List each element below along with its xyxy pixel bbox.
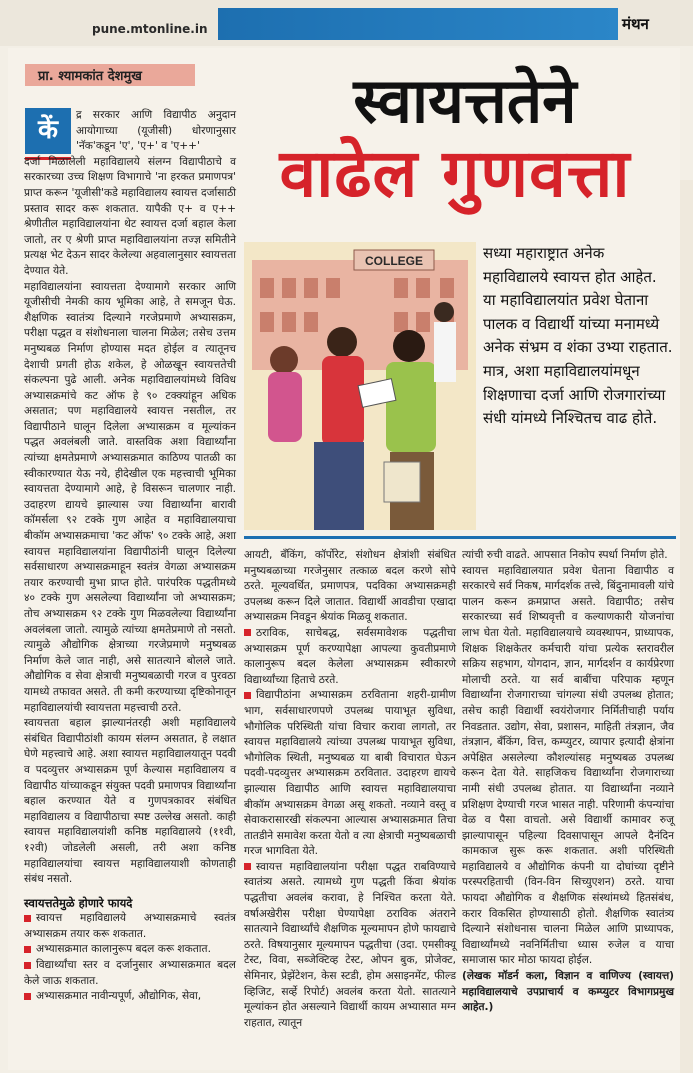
article-column-1	[24, 108, 236, 1005]
bullet-icon	[244, 863, 251, 870]
benefit-item	[24, 958, 236, 989]
college-students-illustration	[244, 242, 476, 530]
benefits-heading: स्वायत्ततेमुळे होणारे फायदे	[24, 895, 133, 910]
bullet-icon	[24, 962, 31, 969]
paragraph-text: ठराविक, साचेबद्ध, सर्वसमावेशक पद्धतीचा अभ्यासक्रम पूर्ण करण्यापेक्षा आपल्या कुवतीप्रमाणे कालानुरूप बदल केलेला अभ्यासक्रम स्वीकारणे विद्यार्थ्यांच्या हिताचे ठरते.	[244, 626, 456, 686]
article-column-3	[462, 548, 674, 1016]
bullet-icon	[244, 629, 251, 636]
bullet-icon	[24, 915, 31, 922]
paragraph: आयटी, बँकिंग, कॉर्पोरेट, संशोधन क्षेत्रांशी संबंधित मनुष्यबळाच्या गरजेनुसार तत्काळ बदल करणे सोपे ठरते. मूल्यवर्धित, प्रमाणपत्र, पदविका अभ्यासक्रमही उपलब्ध करून दिले जातात. विद्यार्थी आवडीचा एखादा अभ्यासक्रम निवडून श्रेयांक मिळवू शकतात.	[244, 549, 456, 624]
benefit-text: विद्यार्थ्यांचा स्तर व दर्जानुसार अभ्यासक्रमात बदल केले जाऊ शकतात.	[24, 959, 236, 987]
author-note: (लेखक मॉडर्न कला, विज्ञान व वाणिज्य (स्वायत्त) महाविद्यालयाचे उपप्राचार्य व कम्प्युटर विभागप्रमुख आहेत.)	[462, 970, 674, 1014]
paragraph: महाविद्यालयांना स्वायत्तता देण्यामागे सरकार आणि यूजीसीची नेमकी काय भूमिका आहे, ते समजून घेऊ. शैक्षणिक स्वातंत्र्य दिल्याने गरजेप्रमाणे अभ्यासक्रम, परीक्षा पद्धत व संशोधनाला चालना मिळेल; तसेच उत्तम मनुष्यबळ निर्माण होण्यास मदत होईल व त्यातूनच देशाची प्रगती होऊ शकेल, हे ओळखून स्वायत्ततेची संकल्पना पुढे आली. अनेक महाविद्यालयांमध्ये विविध अभ्यासक्रमांचे कट ऑफ हे ९० टक्क्यांहून अधिक असतात; पण महाविद्यालये स्वायत्त नसतील, तर विद्यापीठाने घालून दिलेला अभ्यासक्रम व मूल्यांकन पद्धत अवलंबली जाते. वास्तविक अशा विद्यार्थ्यांना त्यांच्या क्षमतेप्रमाणे अभ्यासक्रमात काठिण्य पातळी का स्वीकारण्यात येऊ नये, हीदेखील एक महत्त्वाची भूमिका स्वायत्तता देण्यामागे आहे, हे विसरून चालणार नाही. उदाहरण द्यायचे झाल्यास ज्या विद्यार्थ्यांना बारावी कॉमर्सला ९२ टक्के गुण आहेत व महाविद्यालयाचा बीकॉम अभ्यासक्रमाचा 'कट ऑफ' ९० टक्के आहे, अशा स्वायत्त महाविद्यालयांना विद्यापीठांनी घालून दिलेल्या सर्वसाधारण अभ्यासक्रमाहून स्वतंत्र वेगळा अभ्यासक्रम तयार करण्याची मुभा प्राप्त होते. पारंपरिक पद्धतीमध्ये ४० टक्के गुण असलेल्या विद्यार्थ्यांना जो अभ्यासक्रम; तोच अभ्यासक्रम ९२ टक्के गुण मिळवलेल्या विद्यार्थ्यांना अवलंबला जातो. त्यामुळे त्यांच्या क्षमतेप्रमाणे तो नसतो. त्यामुळे औद्योगिक क्षेत्राच्या गरजेप्रमाणे मनुष्यबळ निर्माण केले जात नाही, असे सातत्याने बोलले जाते. औद्योगिक व सेवा क्षेत्राची मनुष्यबळाची गरज व पुरवठा यामध्ये तफावत असते. ती कमी करण्याच्या दृष्टिकोनातून महाविद्यालयांची स्वायत्तता महत्त्वाची ठरते.	[24, 280, 236, 714]
benefit-text: स्वायत्त महाविद्यालये अभ्यासक्रमाचे स्वतंत्र अभ्यासक्रम तयार करू शकतात.	[24, 912, 236, 940]
page-header	[0, 0, 693, 46]
paragraph: स्वायत्त महाविद्यालयात प्रवेश घेताना विद्यापीठ व सरकारचे सर्व निकष, मार्गदर्शक तत्त्वे, बिंदुनामावली यांचे पालन करून क्रमप्राप्त असते. विद्यापीठ; तसेच सरकारच्या सर्व शिष्यवृत्ती व कल्याणकारी योजनांचा लाभ घेता येतो. महाविद्यालयाचे व्यवस्थापन, प्राध्यापक, शिक्षक शिक्षकेतर कर्मचारी यांचा प्रत्येक स्तरावरील सक्रिय सहभाग, योगदान, ज्ञान, मार्गदर्शन व कार्यप्रेरणा मोलाची ठरते. या सर्व बाबींचा परिपाक म्हणून विद्यार्थ्यांना रोजगाराच्या चांगल्या संधी उपलब्ध होतात; तसेच काही विद्यार्थी स्वयंरोजगार निर्मितीचाही पर्याय निवडतात. उद्योग, सेवा, प्रशासन, माहिती तंत्रज्ञान, जैव तंत्रज्ञान, बँकिंग, वित्त, कम्प्युटर, व्यापार इत्यादी क्षेत्रांना अपेक्षित असलेल्या कौशल्यांसह मनुष्यबळ उपलब्ध करून देता येते. साहजिकच विद्यार्थ्यांना रोजगाराच्या नामी संधी उपलब्ध होतात. या विद्यार्थ्यांना नव्याने प्रशिक्षण देण्याची गरज भासत नाही. परिणामी कंपन्यांचा वेळ व पैसा वाचतो. असे विद्यार्थी कामावर रुजू झाल्यापासून पहिल्या दिवसापासून आपले दैनंदिन कामकाज सुरू करू शकतात. अशी परिस्थिती महाविद्यालये व औद्योगिक कंपनी या दोघांच्या दृष्टीने परस्परहिताची (विन-विन सिच्युएशन) ठरते. याचा फायदा औद्योगिक व शैक्षणिक संस्थांमध्ये हितसंबंध, करार विकसित होण्यासाठी होतो. शैक्षणिक स्वातंत्र्य दिल्याने संशोधनास चालना मिळेल आणि प्राध्यापक, विद्यार्थ्यांमध्ये नवनिर्मितीचा ध्यास रुजेल व याचा समाजास फार मोठा फायदा होईल.	[462, 564, 674, 967]
header-band	[218, 8, 618, 40]
byline: प्रा. श्यामकांत देशमुख	[38, 69, 142, 84]
lead-paragraph: द्र सरकार आणि विद्यापीठ अनुदान आयोगाच्या (यूजीसी) धोरणानुसार 'नॅक'कडून 'ए', 'ए+' व 'ए++'	[76, 109, 236, 153]
paragraph: त्यांची रुची वाढते. आपसात निकोप स्पर्धा निर्माण होते.	[462, 549, 668, 561]
article-column-2	[244, 548, 456, 1031]
bullet-icon	[24, 946, 31, 953]
separator-rule	[244, 536, 676, 539]
benefit-text: अभ्यासक्रमात नावीन्यपूर्ण, औद्योगिक, सेवा,	[36, 990, 202, 1003]
headline-line-2: वाढेल गुणवत्ता	[279, 134, 631, 212]
article-illustration	[244, 242, 476, 530]
adjacent-page-edge	[680, 180, 693, 1073]
bullet-paragraph	[244, 860, 456, 1032]
section-label: मंथन	[622, 15, 649, 33]
headline-line-1: स्वायत्ततेने	[353, 64, 577, 137]
paragraph-text: विद्यापीठांना अभ्यासक्रम ठरविताना शहरी-ग्रामीण भाग, सर्वसाधारणपणे उपलब्ध पायाभूत सुविधा, भौगोलिक परिस्थिती यांचा विचार करावा लागतो, तर स्वायत्त महाविद्यालये त्यांच्या उपलब्ध पायाभूत सुविधा, भौगोलिक स्थिती, मनुष्यबळ या बाबी विचारात घेऊन पदवी-पदव्युत्तर अभ्यासक्रम ठरवितात. उदाहरण द्यायचे झाल्यास विद्यापीठ आणि स्वायत्त महाविद्यालयाचा बीकॉम अभ्यासक्रम वेगळा असू शकतो. नव्याने वस्तू व सेवाकरासारखी संकल्पना आल्यास अभ्यासक्रमात तिचा तातडीने समावेश करता येतो व त्या क्षेत्राची मनुष्यबळाची गरज भागविता येते.	[244, 689, 456, 858]
pull-quote: सध्या महाराष्ट्रात अनेक महाविद्यालये स्वायत्त होत आहेत. या महाविद्यालयांत प्रवेश घेताना पालक व विद्यार्थी यांच्या मनामध्ये अनेक संभ्रम व शंका उभ्या राहतात. मात्र, अशा महाविद्यालयांमधून शिक्षणाचा दर्जा आणि रोजगारांच्या संधी यांमध्ये निश्चितच वाढ होते.	[483, 244, 673, 428]
paragraph: स्वायत्तता बहाल झाल्यानंतरही अशी महाविद्यालये संबंधित विद्यापीठांशी कायम संलग्न असतात, हे लक्षात घेणे महत्त्वाचे आहे. अशा स्वायत्त महाविद्यालयातून पदवी व पदव्युत्तर अभ्यासक्रम पूर्ण केल्यास महाविद्यालय व विद्यापीठ यांच्याकडून संयुक्त पदवी प्रमाणपत्र विद्यार्थ्यांना बहाल करण्यात येते व गुणपत्रकावर संबंधित महाविद्यालय व विद्यापीठाचा स्पष्ट उल्लेख असतो. काही स्वायत्त महाविद्यालयांशी कनिष्ठ महाविद्यालये (११वी, १२वी) जोडलेली असली, तरी अशा कनिष्ठ महाविद्यालयांचा स्वायत्त महाविद्यालयाशी कोणताही संबंध नसतो.	[24, 717, 236, 886]
benefit-item	[24, 989, 236, 1005]
paragraph-text: स्वायत्त महाविद्यालयांना परीक्षा पद्धत राबविण्याचे स्वातंत्र्य असते. त्यामध्ये गुण पद्धती किंवा श्रेयांक पद्धतीचा अवलंब करावा, हे निश्चित करता येते. वर्षाअखेरीस परीक्षा घेण्यापेक्षा ठराविक अंतराने सातत्याने विद्यार्थ्यांचे शैक्षणिक मूल्यमापन होणे फायद्याचे ठरते. विषयानुसार मूल्यमापन पद्धतीचा (उदा. एमसीक्यू टेस्ट, विवा, सब्जेक्टिव्ह टेस्ट, ओपन बुक, प्रोजेक्ट, सेमिनार, प्रेझेंटेशन, केस स्टडी, होम असाइनमेंट, फील्ड व्हिजिट, सर्व्हे रिपोर्ट) अवलंब करता येतो. सातत्याने मूल्यांकन होत असल्याने विद्यार्थी कायम अभ्यासात मग्न राहतात, त्यातून	[244, 860, 456, 1029]
benefit-text: अभ्यासक्रमात कालानुरूप बदल करू शकतात.	[36, 943, 211, 956]
bullet-icon	[244, 692, 251, 699]
paragraph: दर्जा मिळालेली महाविद्यालये संलग्न विद्यापीठाचे व सरकारच्या उच्च शिक्षण विभागाचे 'ना हरकत प्रमाणपत्र' प्राप्त करून 'यूजीसी'कडे महाविद्यालय स्वायत्त दर्जासाठी प्रस्ताव सादर करू शकतात. यापैकी ए+ व ए++ श्रेणीतील महाविद्यालयांना थेट स्वायत्त दर्जा बहाल केला जातो, तर ए श्रेणी प्राप्त महाविद्यालयांना तज्ज्ञ समितीने प्रत्यक्ष भेट देऊन सादर केलेल्या अहवालानुसार स्वायत्तता देण्यात येते.	[24, 155, 236, 277]
benefit-item	[24, 911, 236, 942]
bullet-icon	[24, 993, 31, 1000]
bullet-paragraph	[244, 688, 456, 860]
benefit-item	[24, 942, 236, 958]
site-url: pune.mtonline.in	[92, 22, 208, 36]
bullet-paragraph	[244, 626, 456, 688]
college-sign: COLLEGE	[364, 254, 424, 268]
dropcap: कें	[25, 108, 71, 154]
